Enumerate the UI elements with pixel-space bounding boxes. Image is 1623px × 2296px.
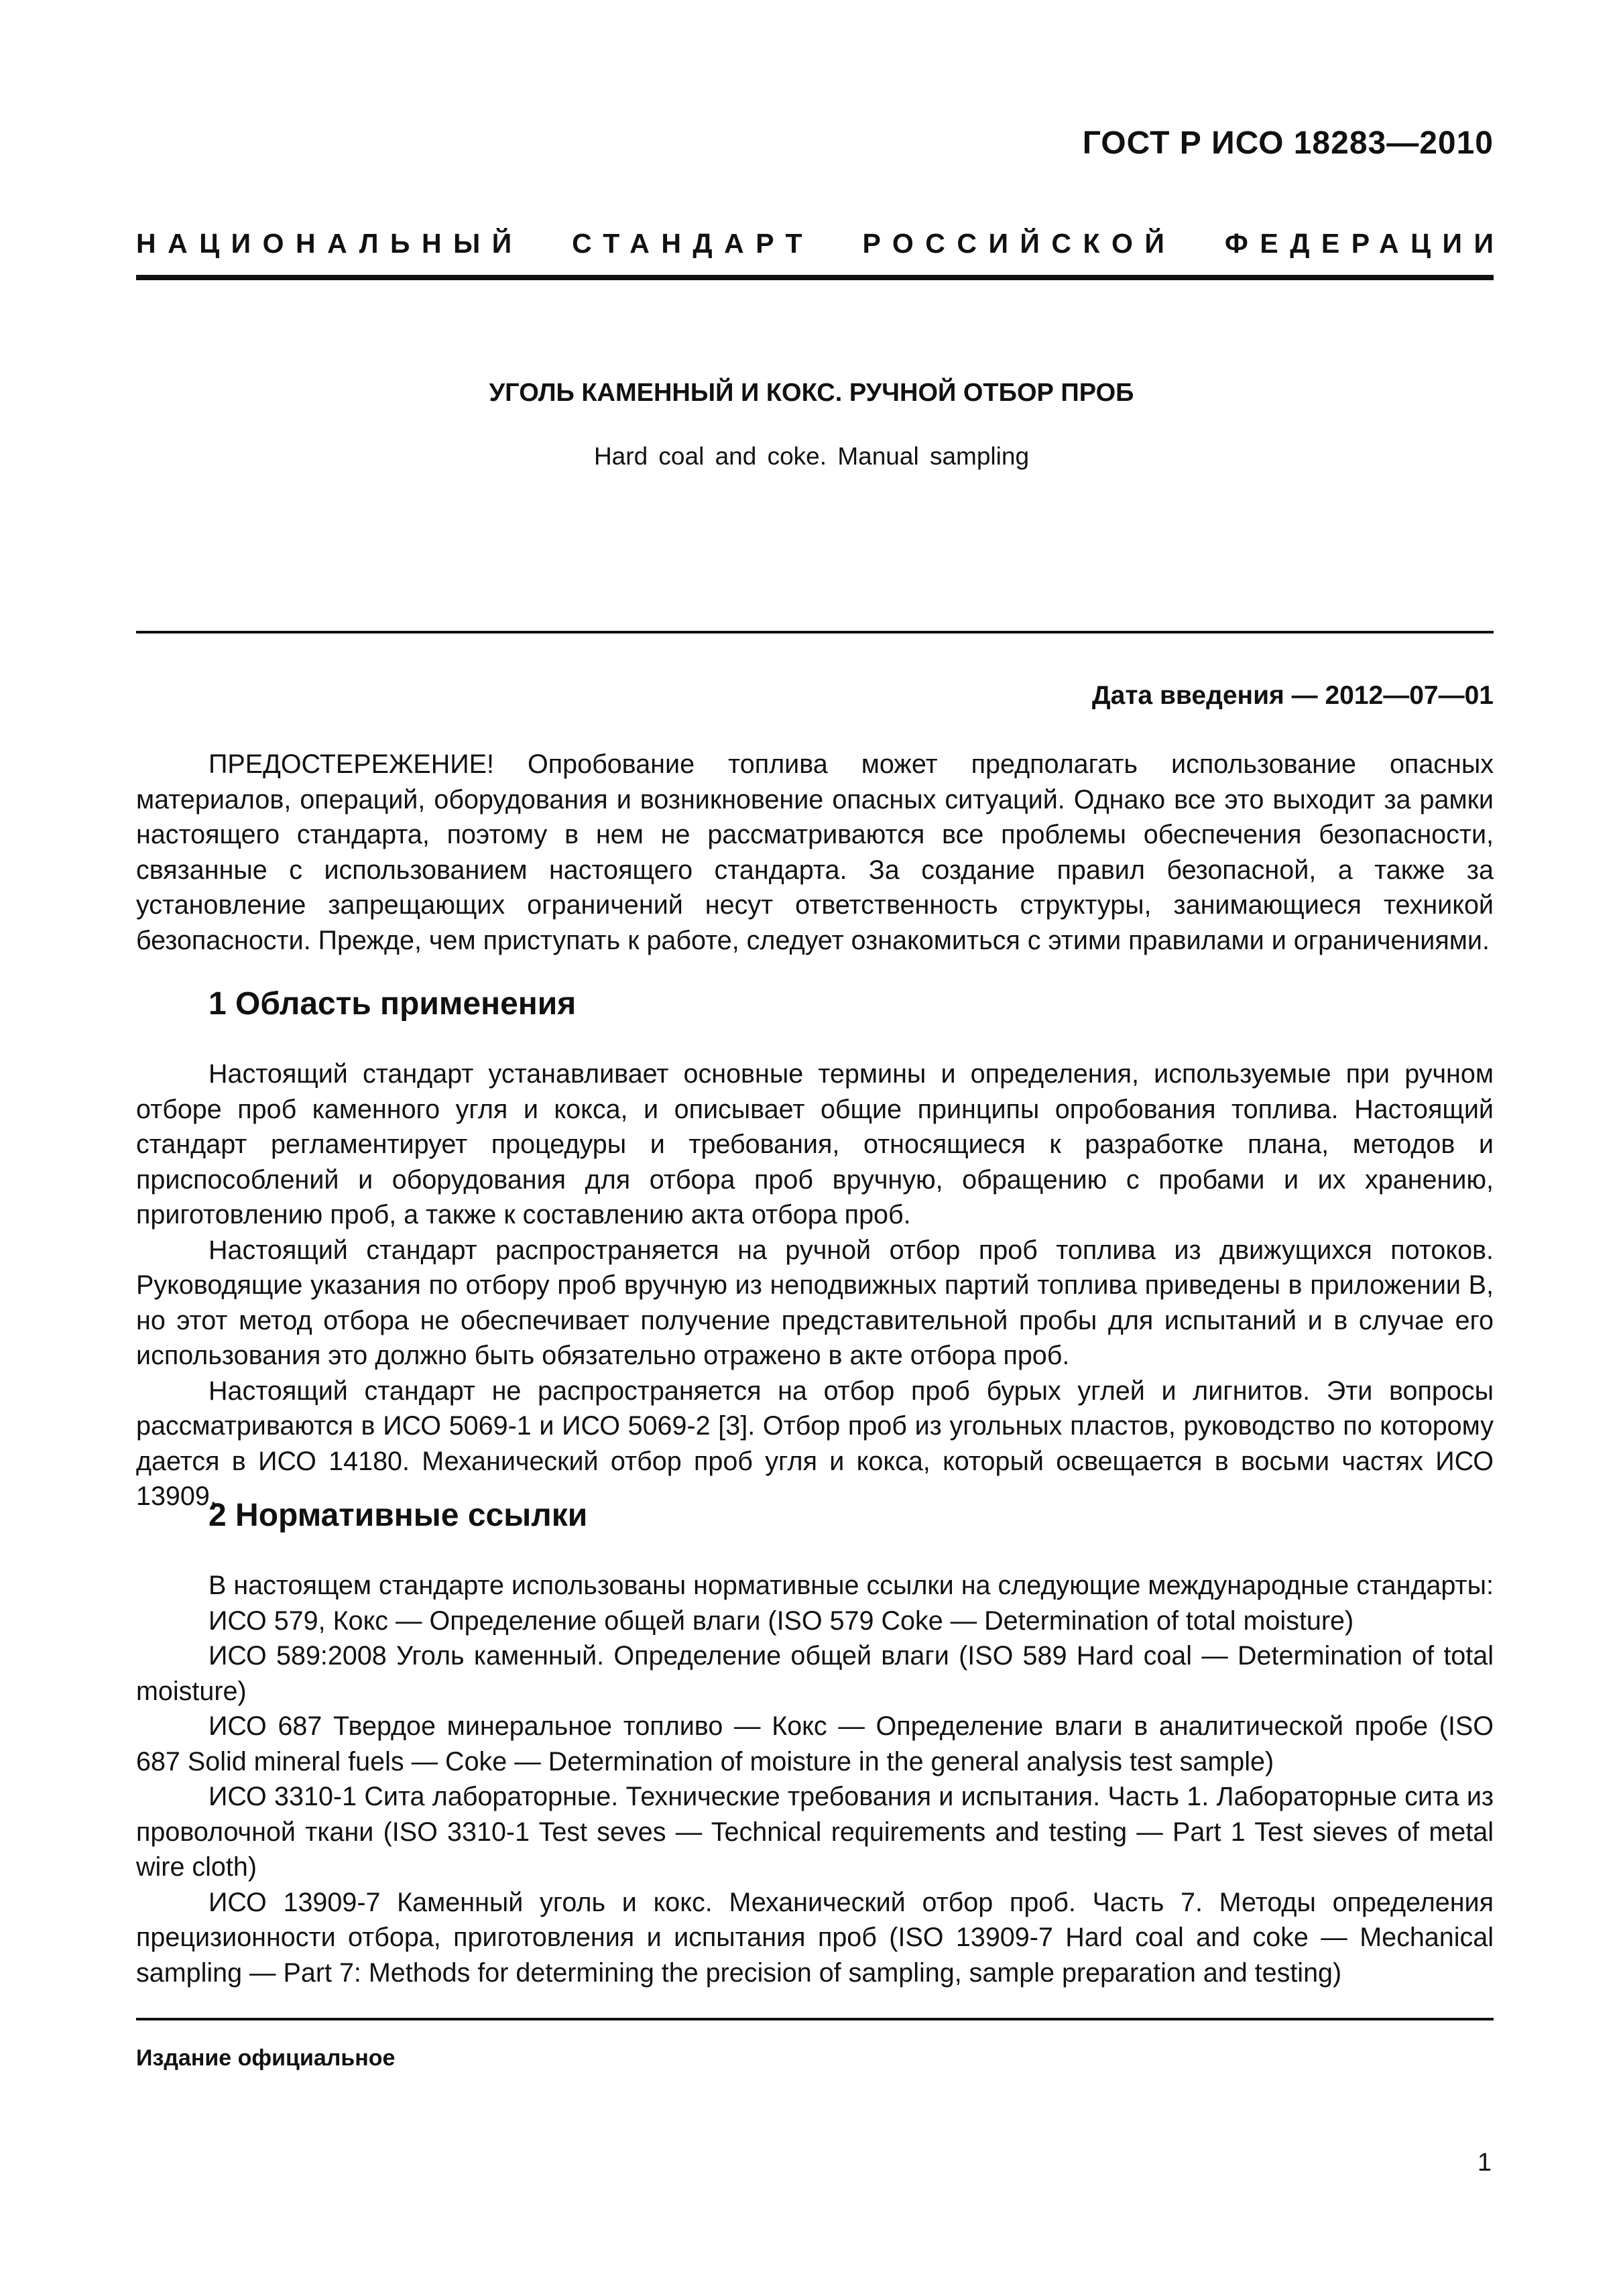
- banner-word-national: НАЦИОНАЛЬНЫЙ: [136, 228, 524, 259]
- warning-block: [136, 747, 1494, 958]
- footer-divider: [136, 2018, 1494, 2020]
- section-2-heading: 2 Нормативные ссылки: [208, 1498, 588, 1533]
- national-standard-banner: [136, 228, 1506, 259]
- document-title-en: Hard coal and coke. Manual sampling: [593, 442, 1030, 470]
- section-1-paragraph: Настоящий стандарт распространяется на ручной отбор проб топлива из движущихся потоков. Руководящие указания по отбору проб вручную из неподвижных партий топлива приведены в приложении В, но этот метод отбора не обеспечивает получение представительной пробы для испытаний и в случае его использования это должно быть обязательно отражено в акте отбора проб.: [136, 1235, 1494, 1370]
- normative-reference: ИСО 579, Кокс — Определение общей влаги (ISO 579 Coke — Determination of total moisture): [208, 1606, 1354, 1636]
- section-1-body: [136, 1056, 1494, 1514]
- warning-paragraph: ПРЕДОСТЕРЕЖЕНИЕ! Опробование топлива может предполагать использование опасных материалов, операций, оборудования и возникновение опасных ситуаций. Однако все это выходит за рамки настоящего стандарта, поэтому в нем не рассматриваются все проблемы обеспечения безопасности, связанные с использованием настоящего стандарта. За создание правил безопасной, а также за установление запрещающих ограничений несут ответственность структуры, занимающиеся техникой безопасности. Прежде, чем приступать к работе, следует ознакомиться с этими правилами и ограничениями.: [136, 749, 1494, 955]
- page-number: 1: [1477, 2149, 1492, 2177]
- section-2-paragraph: В настоящем стандарте использованы нормативные ссылки на следующие международные стандарты:: [208, 1571, 1494, 1600]
- section-1-paragraph: Настоящий стандарт не распространяется на отбор проб бурых углей и лигнитов. Эти вопросы рассматриваются в ИСО 5069-1 и ИСО 5069-2 [3]. Отбор проб из угольных пластов, руководство по которому дается в ИСО 14180. Механический отбор проб угля и кокса, который освещается в восьми частях ИСО 13909.: [136, 1376, 1494, 1511]
- banner-word-russian: РОССИЙСКОЙ: [862, 228, 1177, 259]
- banner-word-federation: ФЕДЕРАЦИИ: [1224, 228, 1506, 259]
- document-title-ru: УГОЛЬ КАМЕННЫЙ И КОКС. РУЧНОЙ ОТБОР ПРОБ: [489, 379, 1134, 407]
- section-2-body: [136, 1568, 1494, 1990]
- official-edition-label: Издание официальное: [136, 2045, 396, 2071]
- normative-reference: ИСО 3310-1 Сита лабораторные. Технические требования и испытания. Часть 1. Лабораторные сита из проволочной ткани (ISO 3310-1 Test seves — Technical requirements and testing — Part 1 Test sieves of metal wire cloth): [136, 1782, 1494, 1882]
- normative-reference: ИСО 687 Твердое минеральное топливо — Кокс — Определение влаги в аналитической пробе (ISO 687 Solid mineral fuels — Coke — Determination of moisture in the general analysis test sample): [136, 1711, 1494, 1776]
- document-code: ГОСТ Р ИСО 18283—2010: [1082, 125, 1494, 161]
- section-1-paragraph: Настоящий стандарт устанавливает основные термины и определения, используемые при ручном отборе проб каменного угля и кокса, и описывает общие принципы опробования топлива. Настоящий стандарт регламентирует процедуры и требования, относящиеся к разработке плана, методов и приспособлений и оборудования для отбора проб вручную, обращению с пробами и их хранению, приготовлению проб, а также к составлению акта отбора проб.: [136, 1059, 1494, 1229]
- introduction-date: Дата введения — 2012—07—01: [1091, 681, 1494, 710]
- header-divider: [136, 275, 1494, 280]
- normative-reference: ИСО 13909-7 Каменный уголь и кокс. Механический отбор проб. Часть 7. Методы определения прецизионности отбора, приготовления и испытания проб (ISO 13909-7 Hard coal and coke — Mechanical sampling — Part 7: Methods for determining the precision of sampling, sample preparation and testing): [136, 1887, 1494, 1988]
- normative-reference: ИСО 589:2008 Уголь каменный. Определение общей влаги (ISO 589 Hard coal — Determination of total moisture): [136, 1641, 1494, 1706]
- section-1-heading: 1 Область применения: [208, 986, 577, 1022]
- banner-word-standard: СТАНДАРТ: [572, 228, 815, 259]
- title-divider: [136, 631, 1494, 633]
